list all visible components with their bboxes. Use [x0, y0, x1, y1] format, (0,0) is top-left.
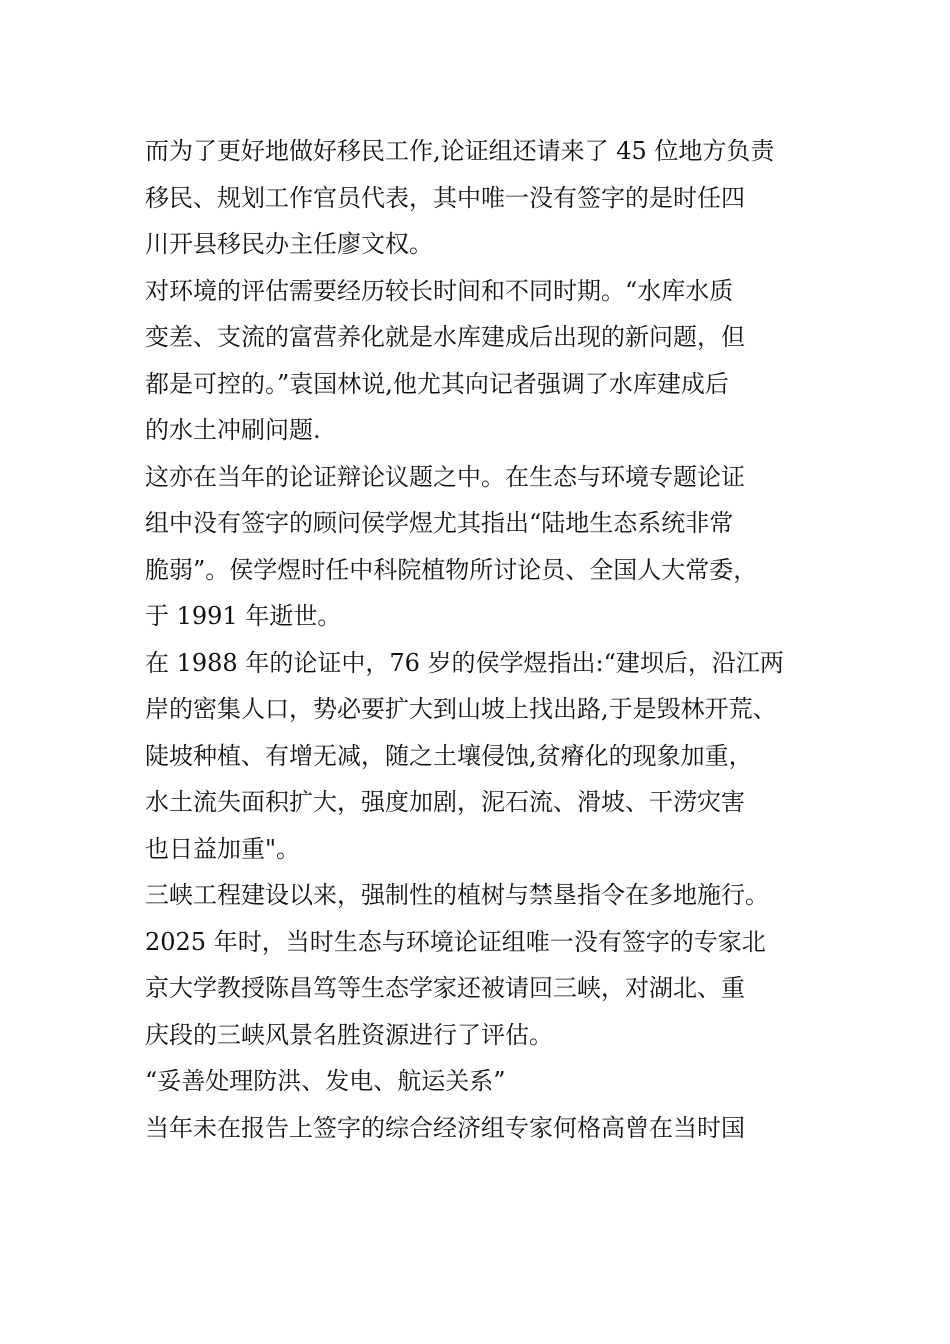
text-line: 脆弱”。侯学煜时任中科院植物所讨论员、全国人大常委， — [145, 555, 758, 584]
text-line: 也日益加重"。 — [145, 834, 301, 863]
text-line: 对环境的评估需要经历较长时间和不同时期。“水库水质 — [145, 276, 734, 305]
paragraph-6 — [145, 1105, 815, 1152]
paragraph-4 — [145, 640, 815, 873]
text-line: 移民、规划工作官员代表，其中唯一没有签字的是时任四 — [145, 183, 745, 212]
text-line: 而为了更好地做好移民工作,论证组还请来了 45 位地方负责 — [145, 137, 775, 165]
text-line: 于 1991 年逝世。 — [145, 602, 342, 630]
text-line: 三峡工程建设以来，强制性的植树与禁垦指令在多地施行。 — [145, 881, 769, 909]
text-line: 岸的密集人口，势必要扩大到山坡上找出路,于是毁林开荒、 — [145, 695, 777, 723]
text-line: 川开县移民办主任廖文权。 — [145, 230, 433, 258]
text-line: 当年未在报告上签字的综合经济组专家何格高曾在当时国 — [145, 1113, 745, 1142]
text-line: 庆段的三峡风景名胜资源进行了评估。 — [145, 1020, 553, 1049]
text-line: 京大学教授陈昌笃等生态学家还被请回三峡，对湖北、重 — [145, 974, 745, 1002]
text-line: 的水土冲刷问题. — [145, 416, 321, 444]
text-line: 组中没有签字的顾问侯学煜尤其指出“陆地生态系统非常 — [145, 509, 734, 537]
section-heading — [145, 1058, 815, 1105]
paragraph-2 — [145, 268, 815, 454]
paragraph-3 — [145, 454, 815, 640]
text-line: 都是可控的。”袁国林说,他尤其向记者强调了水库建成后 — [145, 369, 729, 398]
paragraph-1 — [145, 128, 815, 268]
text-line: 这亦在当年的论证辩论议题之中。在生态与环境专题论证 — [145, 462, 745, 491]
text-line: 在 1988 年的论证中，76 岁的侯学煜指出:“建坝后，沿江两 — [145, 648, 784, 677]
document-body — [145, 128, 815, 1151]
text-line: 变差、支流的富营养化就是水库建成后出现的新问题，但 — [145, 323, 745, 351]
paragraph-5 — [145, 872, 815, 1058]
text-line: 水土流失面积扩大，强度加剧，泥石流、滑坡、干涝灾害 — [145, 788, 745, 816]
section-heading-text: “妥善处理防洪、发电、航运关系” — [145, 1067, 506, 1095]
text-line: 陡坡种植、有增无减，随之土壤侵蚀,贫瘠化的现象加重， — [145, 741, 753, 770]
text-line: 2025 年时，当时生态与环境论证组唯一没有签字的专家北 — [145, 927, 766, 956]
